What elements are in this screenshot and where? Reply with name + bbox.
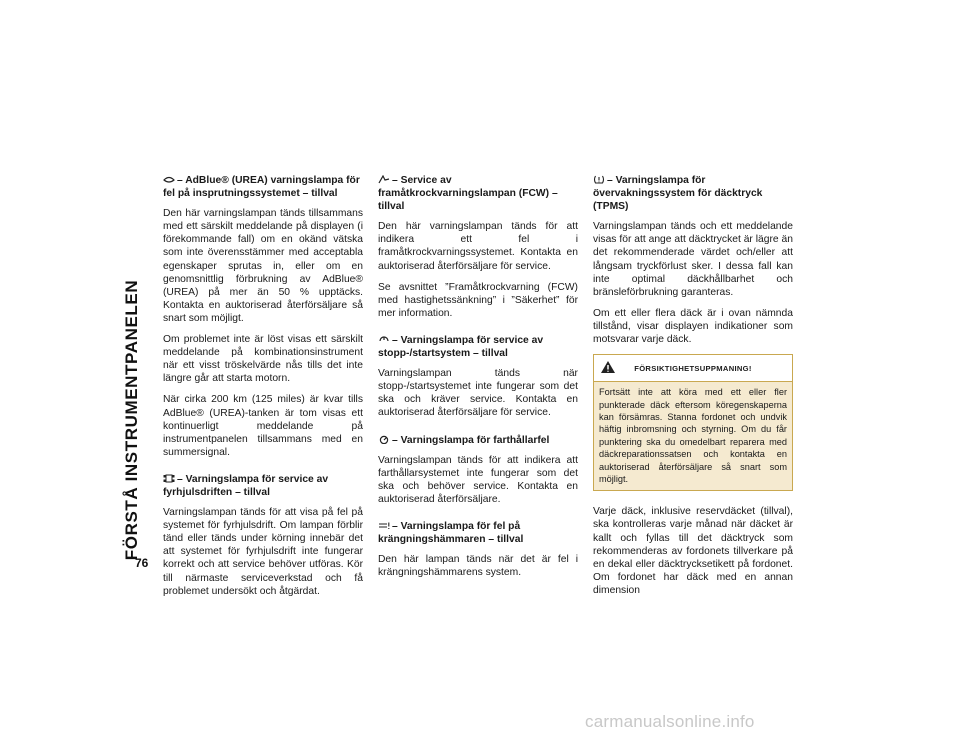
paragraph: Se avsnittet ”Framåtkrockvarning (FCW) med hastighetssänkning” i ”Säkerhet” för mer information. [378, 281, 578, 319]
paragraph: Den här lampan tänds när det är fel i krängningshämmarens system. [378, 554, 578, 579]
cruise-control-icon [378, 435, 390, 444]
stop-start-icon [378, 335, 390, 344]
section-heading: – Varningslampa för service av fyrhjulsdriften – tillval [163, 473, 329, 498]
paragraph: Om problemet inte är löst visas ett särskilt meddelande på kombinationsinstrument när ett visst tröskelvärde nås tills det inte längre går att starta motorn. [163, 334, 363, 385]
paragraph: Varningslampan tänds för att visa på fel på systemet för fyrhjulsdrift. Om lampan förblir tänd eller tänds under körning innebär det att systemet för fyrhjulsdrift inte fungerar korrekt och att service behöver utföras. Kör till närmaste serviceverkstad och få problemet undersökt och åtgärdat. [163, 507, 363, 597]
warning-header [594, 355, 792, 382]
column-1 [163, 174, 363, 606]
warning-title: FÖRSIKTIGHETSUPPMANING! [634, 364, 752, 374]
paragraph: Den här varningslampan tänds tillsammans med ett särskilt meddelande på displayen (i förekommande fall) om en okänd vätska som inte överensstämmer med acceptabla egenskaper sprutas in, eller om en genomsnittlig förbrukning av AdBlue® (UREA) på mer än 50 % upptäcks. Kontakta en auktoriserad återförsäljare så snart som möjligt. [163, 208, 363, 324]
column-3 [593, 174, 793, 605]
four-wheel-drive-icon [163, 474, 175, 483]
warning-box [593, 354, 793, 491]
section-heading: – AdBlue® (UREA) varningslampa för fel på insprutningssystemet – tillval [163, 175, 360, 200]
watermark-footer: carmanualsonline.info [585, 712, 755, 731]
paragraph: Om ett eller flera däck är i ovan nämnda tillstånd, visar displayen indikationer som motsvarar varje däck. [593, 307, 793, 346]
paragraph: Varningslampan tänds för att indikera att farthållarsystemet inte fungerar som det ska och behöver service. Kontakta en auktoriserad återförsäljare. [378, 454, 578, 505]
paragraph: Den här varningslampan tänds för att indikera ett fel i framåtkrockvarningssystemet. Kontakta en auktoriserad återförsäljare för service. [378, 221, 578, 272]
page-number: 76 [135, 556, 149, 570]
paragraph: Varningslampan tänds och ett meddelande visas för att ange att däcktrycket är lägre än det rekommenderade värdet och/eller att långsam tryckförlust sker. I dessa fall kan inte optimal däckhållbarhet och bränsleförbrukning garanteras. [593, 221, 793, 298]
paragraph: Varje däck, inklusive reservdäcket (tillval), ska kontrolleras varje månad när däcket är kallt och fyllas till det däcktryck som rekommenderas av fordonets tillverkare på en dekal eller däcktrycksetikett på fordonet. Om fordonet har däck med en annan dimension [593, 506, 793, 596]
paragraph: När cirka 200 km (125 miles) är kvar tills AdBlue® (UREA)-tanken är tom visas ett kontinuerligt meddelande på instrumentpanelen tillsammans med en summersignal. [163, 394, 363, 458]
sway-bar-icon [378, 521, 390, 530]
section-heading: – Varningslampa för övervakningssystem för däcktryck (TPMS) [593, 175, 763, 213]
warning-text: Fortsätt inte att köra med ett eller fler punkterade däck eftersom köregenskaperna kan försämras. Stanna fordonet och undvik häftig inbromsning och styrning. Om du får punktering ska du omedelbart reparera med däckreparationssatsen och kontakta en auktoriserad återförsäljare så snart som möjligt. [594, 382, 792, 490]
forward-collision-icon [378, 175, 390, 184]
section-heading: – Service av framåtkrockvarningslampan (FCW) – tillval [378, 175, 558, 213]
column-2 [378, 174, 578, 587]
adblue-icon [163, 175, 175, 184]
paragraph: Varningslampan tänds när stopp-/startsystemet inte fungerar som det ska och kräver service. Kontakta en auktoriserad återförsäljare för service. [378, 368, 578, 419]
section-heading: – Varningslampa för service av stopp-/startsystem – tillval [378, 334, 544, 360]
section-heading: – Varningslampa för fel på krängningshämmaren – tillval [378, 520, 524, 546]
section-heading: – Varningslampa för farthållarfel [378, 434, 578, 447]
tire-pressure-icon [593, 175, 605, 184]
